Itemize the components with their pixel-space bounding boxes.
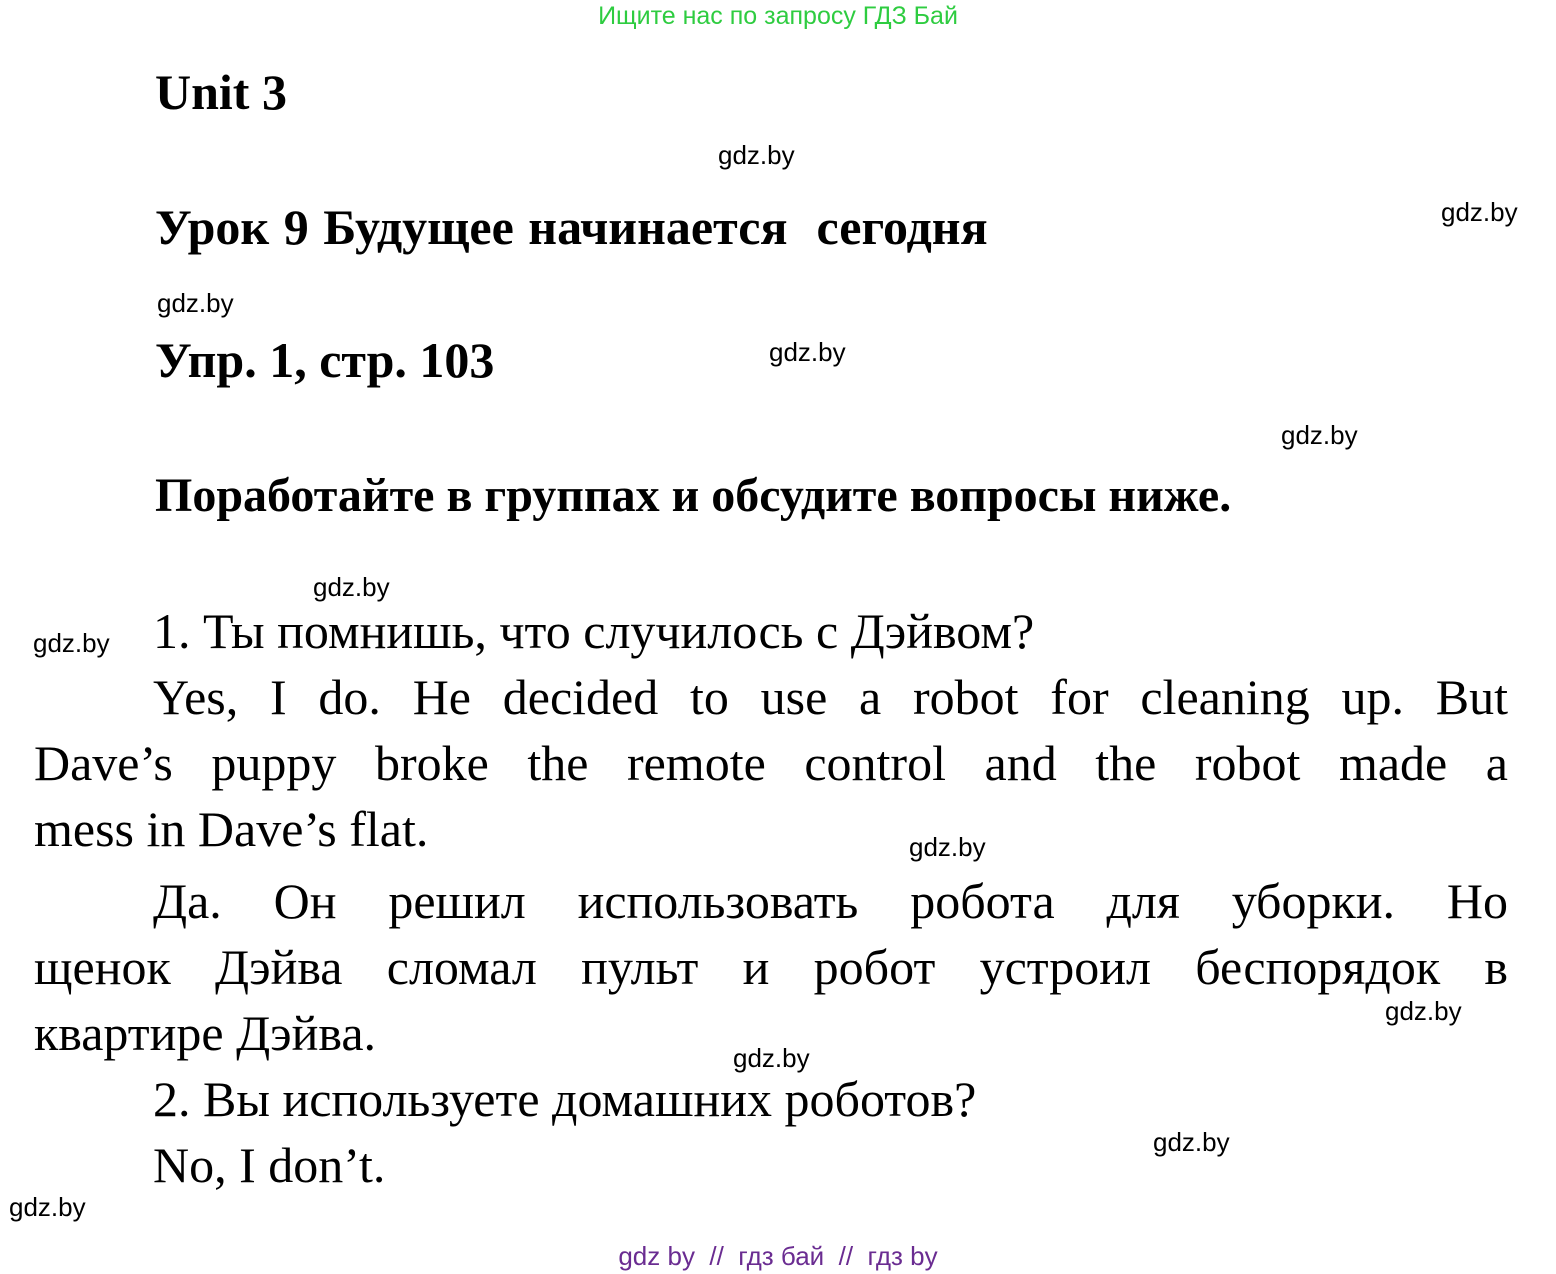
exercise-title: Упр. 1, стр. 103 [155, 332, 495, 388]
watermark: gdz.by [718, 140, 795, 170]
watermark: gdz.by [313, 572, 390, 602]
search-banner: Ищите нас по запросу ГДЗ Бай [598, 2, 958, 30]
answer-1-ru-line-3: квартире Дэйва. [34, 1005, 377, 1061]
answer-1-ru-line-2: щенок Дэйва сломал пульт и робот устроил беспорядок в [34, 939, 1508, 995]
answer-1-ru-line-1: Да. Он решил использовать робота для уборки. Но [153, 873, 1508, 929]
lesson-title: Урок 9 Будущее начинается сегодня [155, 199, 988, 255]
watermark: gdz.by [909, 832, 986, 862]
answer-translation [34, 868, 1508, 1198]
unit-title: Unit 3 [155, 64, 287, 120]
answer-1-en-line-1: Yes, I do. He decided to use a robot for cleaning up. But [153, 669, 1508, 725]
watermark: gdz.by [157, 288, 234, 318]
watermark: gdz.by [733, 1043, 810, 1073]
watermark: gdz.by [769, 337, 846, 367]
watermark: gdz.by [1441, 197, 1518, 227]
footer-watermark: gdz by // гдз бай // гдз by [618, 1241, 938, 1271]
answer-1-en-line-2: Dave’s puppy broke the remote control and the robot made a [34, 735, 1508, 791]
task-instruction: Поработайте в группах и обсудите вопросы ниже. [155, 469, 1232, 522]
watermark: gdz.by [1153, 1127, 1230, 1157]
watermark: gdz.by [1385, 996, 1462, 1026]
question-2: 2. Вы используете домашних роботов? [153, 1071, 977, 1127]
answer-2-en: No, I don’t. [153, 1137, 386, 1193]
answer-1-en-line-3: mess in Dave’s flat. [34, 801, 429, 857]
watermark: gdz.by [9, 1192, 86, 1222]
answer-body [34, 598, 1508, 862]
watermark: gdz.by [33, 628, 110, 658]
watermark: gdz.by [1281, 420, 1358, 450]
question-1: 1. Ты помнишь, что случилось с Дэйвом? [153, 603, 1035, 659]
